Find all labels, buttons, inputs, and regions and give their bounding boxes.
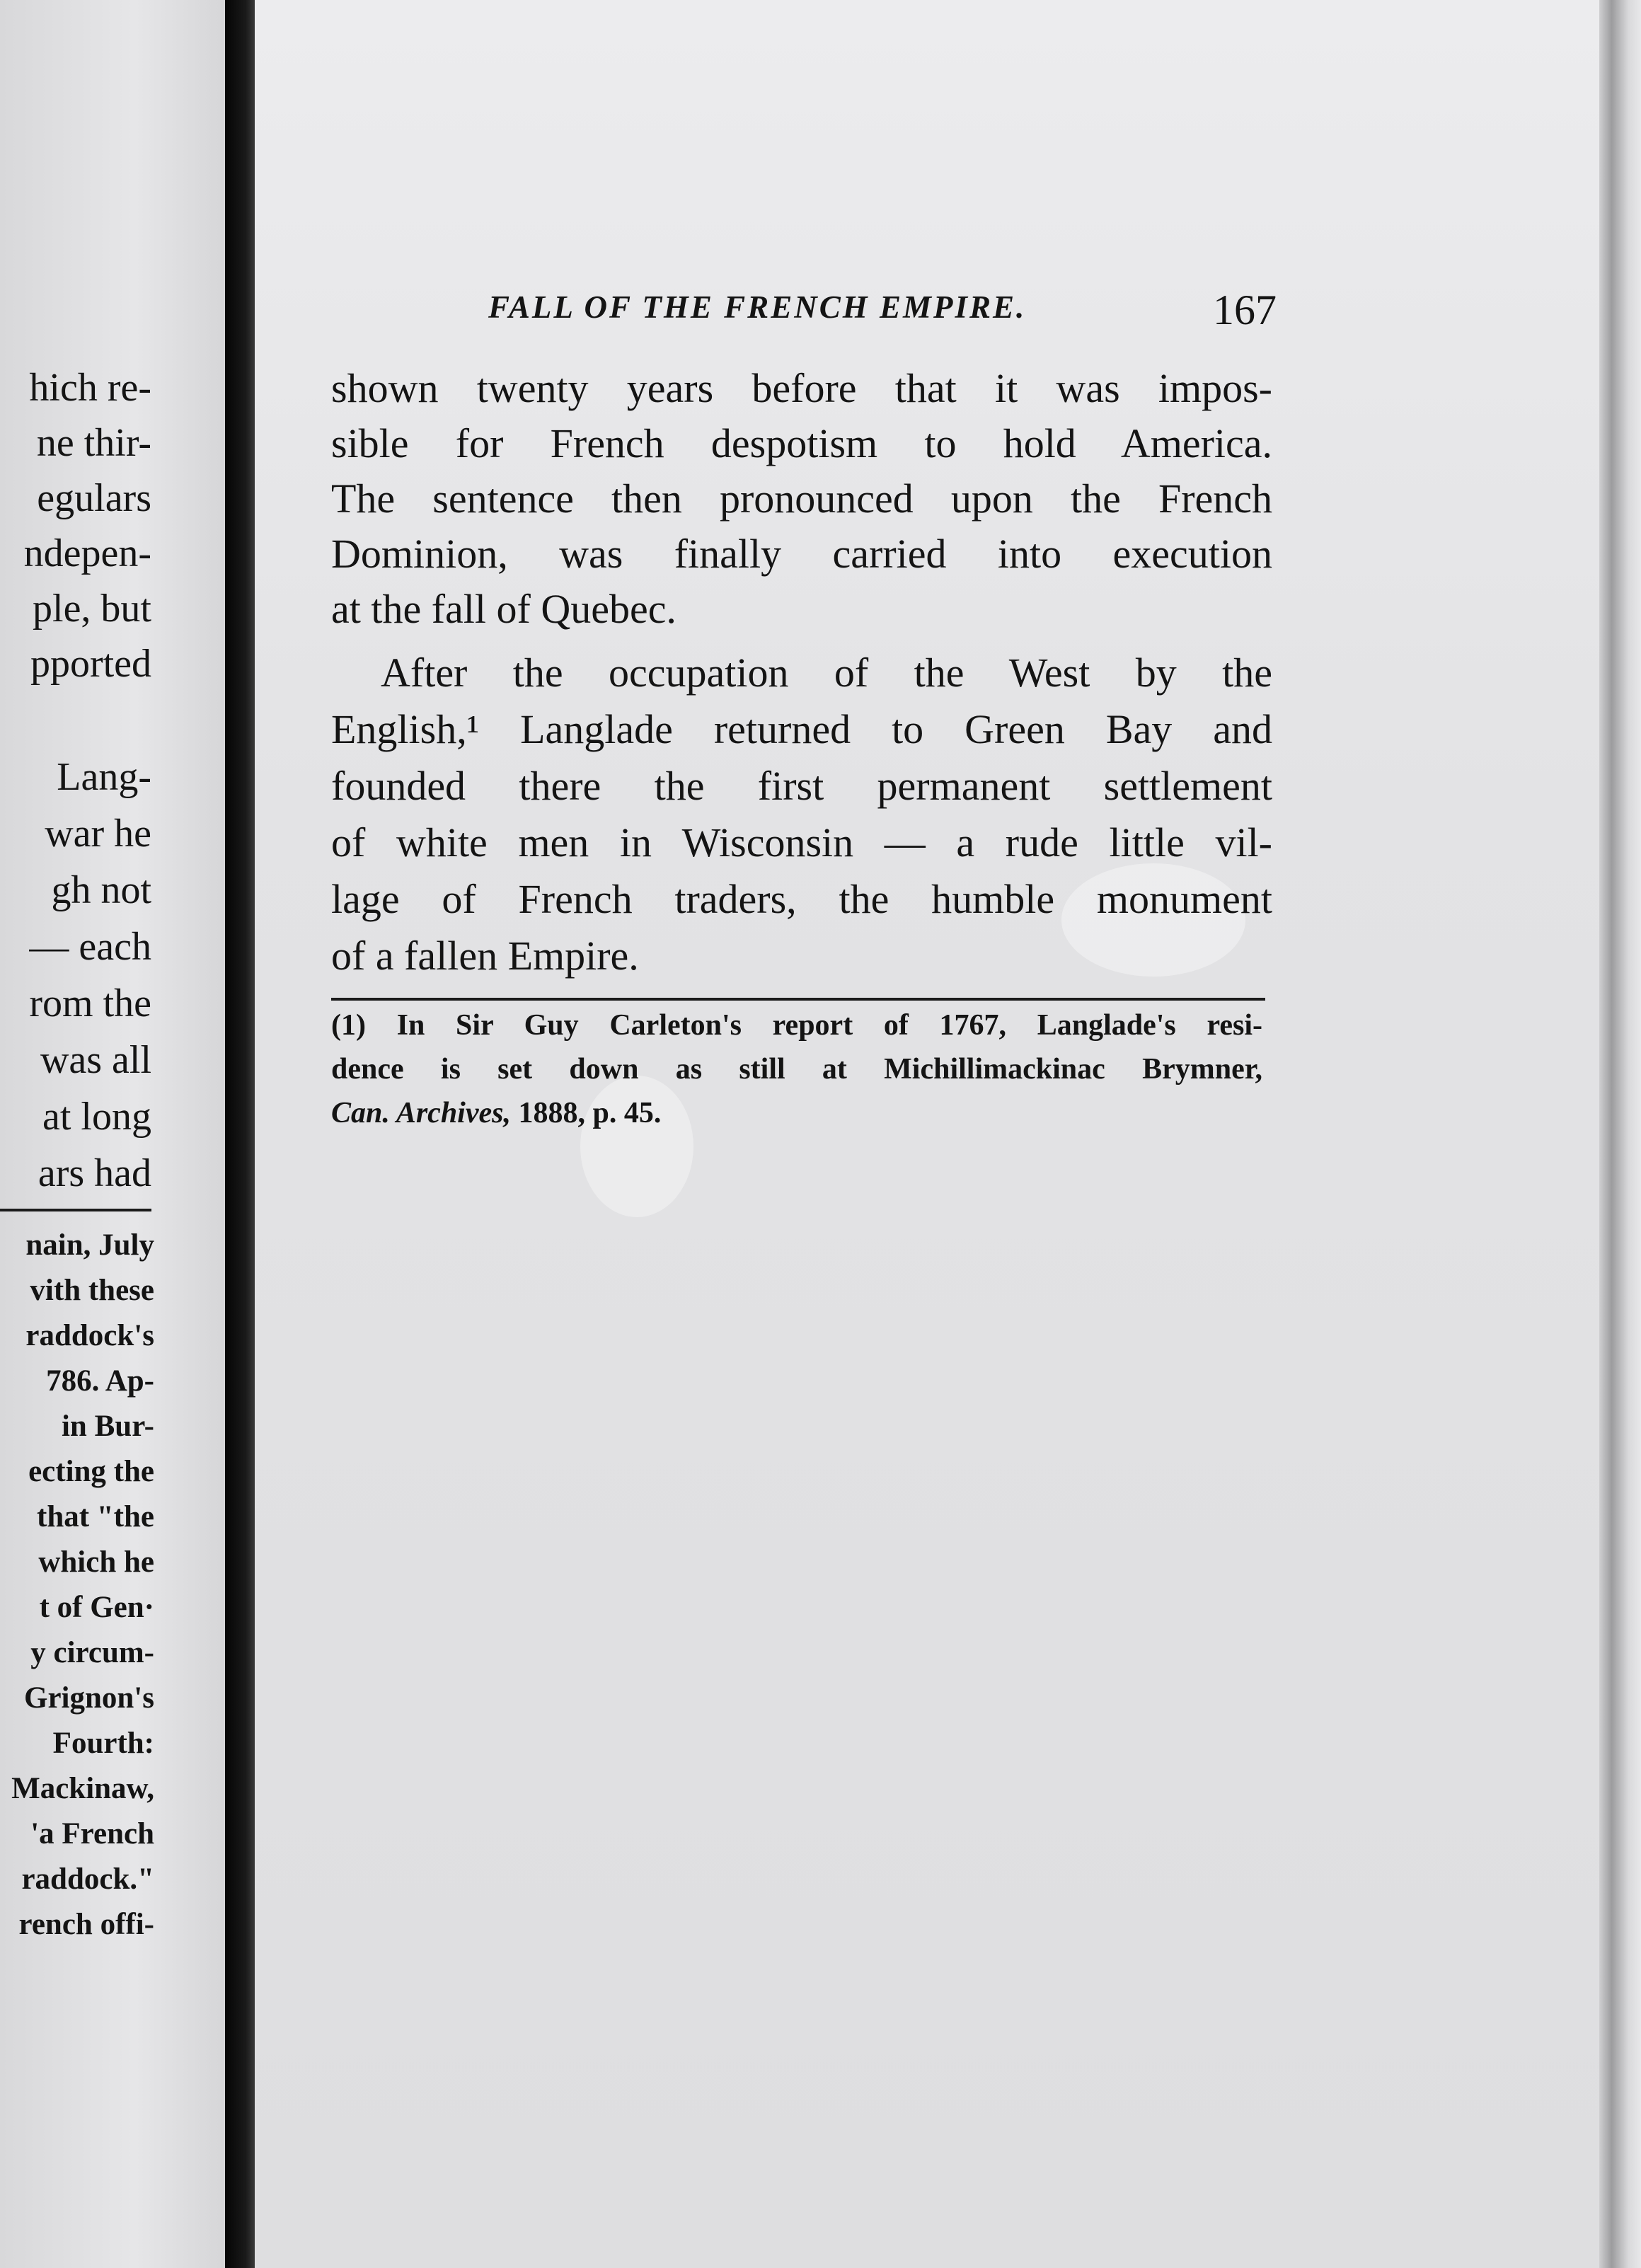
left-body-line: pported [30,642,151,686]
footnote-rule [331,998,1265,1001]
right-page [255,0,1599,2268]
left-footnote-line: raddock." [21,1863,154,1896]
left-body-line: ars had [38,1151,151,1195]
body-text-line: After the occupation of the West by the [381,650,1272,696]
left-body-line: was all [40,1038,151,1082]
left-body-line: egulars [37,476,151,520]
book-gutter [225,0,255,2268]
left-body-line: — each [29,925,151,969]
footnote-line: dence is set down as still at Michillimackinac Brymner, [331,1053,1262,1086]
left-footnote-line: ecting the [28,1455,154,1488]
left-footnote-line: raddock's [25,1319,154,1352]
footnote-line [331,1098,1262,1128]
running-head: FALL OF THE FRENCH EMPIRE. [488,289,1027,325]
left-body-line: hich re- [29,366,151,410]
left-body-line: Lang- [57,755,151,799]
left-footnote-line: 786. Ap- [46,1364,154,1398]
left-footnote-line: Mackinaw, [11,1772,154,1805]
footnote-citation-title: Can. Archives, [331,1097,511,1129]
left-body-line: ndepen- [23,531,151,575]
left-footnote-line: rench offi- [18,1908,154,1941]
left-footnote-rule [0,1209,151,1211]
left-footnote-line: t of Gen· [39,1591,154,1624]
left-footnote-line: vith these [30,1274,154,1307]
left-body-line: gh not [51,868,151,912]
body-text-line: of white men in Wisconsin — a rude little vil- [331,819,1272,865]
left-footnote-line: that "the [37,1500,154,1533]
left-body-line: ne thir- [36,421,151,465]
body-text-line: of a fallen Empire. [331,933,639,979]
left-footnote-line: which he [38,1545,154,1579]
body-text-line: at the fall of Quebec. [331,586,676,632]
body-text-line: founded there the first permanent settlement [331,763,1272,809]
left-body-line: ple, but [33,587,151,631]
left-footnote-line: 'a French [30,1817,154,1850]
body-text-line: shown twenty years before that it was impos- [331,365,1272,411]
left-footnote-line: Fourth: [52,1727,154,1760]
left-page-fragment [0,0,225,2268]
left-body-line: rom the [29,982,151,1025]
left-footnote-line: nain, July [25,1228,154,1262]
left-body-line: war he [45,812,151,856]
left-footnote-line: in Bur- [61,1410,154,1443]
page-edge-shadow [1599,0,1641,2268]
body-text-line: English,¹ Langlade returned to Green Bay and [331,706,1272,752]
body-text-line: The sentence then pronounced upon the French [331,476,1272,522]
body-text-line: sible for French despotism to hold America. [331,420,1272,466]
body-text-line: Dominion, was finally carried into execution [331,531,1272,577]
left-footnote-line: Grignon's [24,1681,154,1715]
left-body-line: at long [42,1095,151,1139]
body-text-line: lage of French traders, the humble monument [331,876,1272,922]
footnote-line: (1) In Sir Guy Carleton's report of 1767, Langlade's resi- [331,1009,1262,1042]
footnote-citation-detail: 1888, p. 45. [510,1097,662,1129]
page-number: 167 [1213,287,1277,333]
left-footnote-line: y circum- [30,1636,154,1669]
